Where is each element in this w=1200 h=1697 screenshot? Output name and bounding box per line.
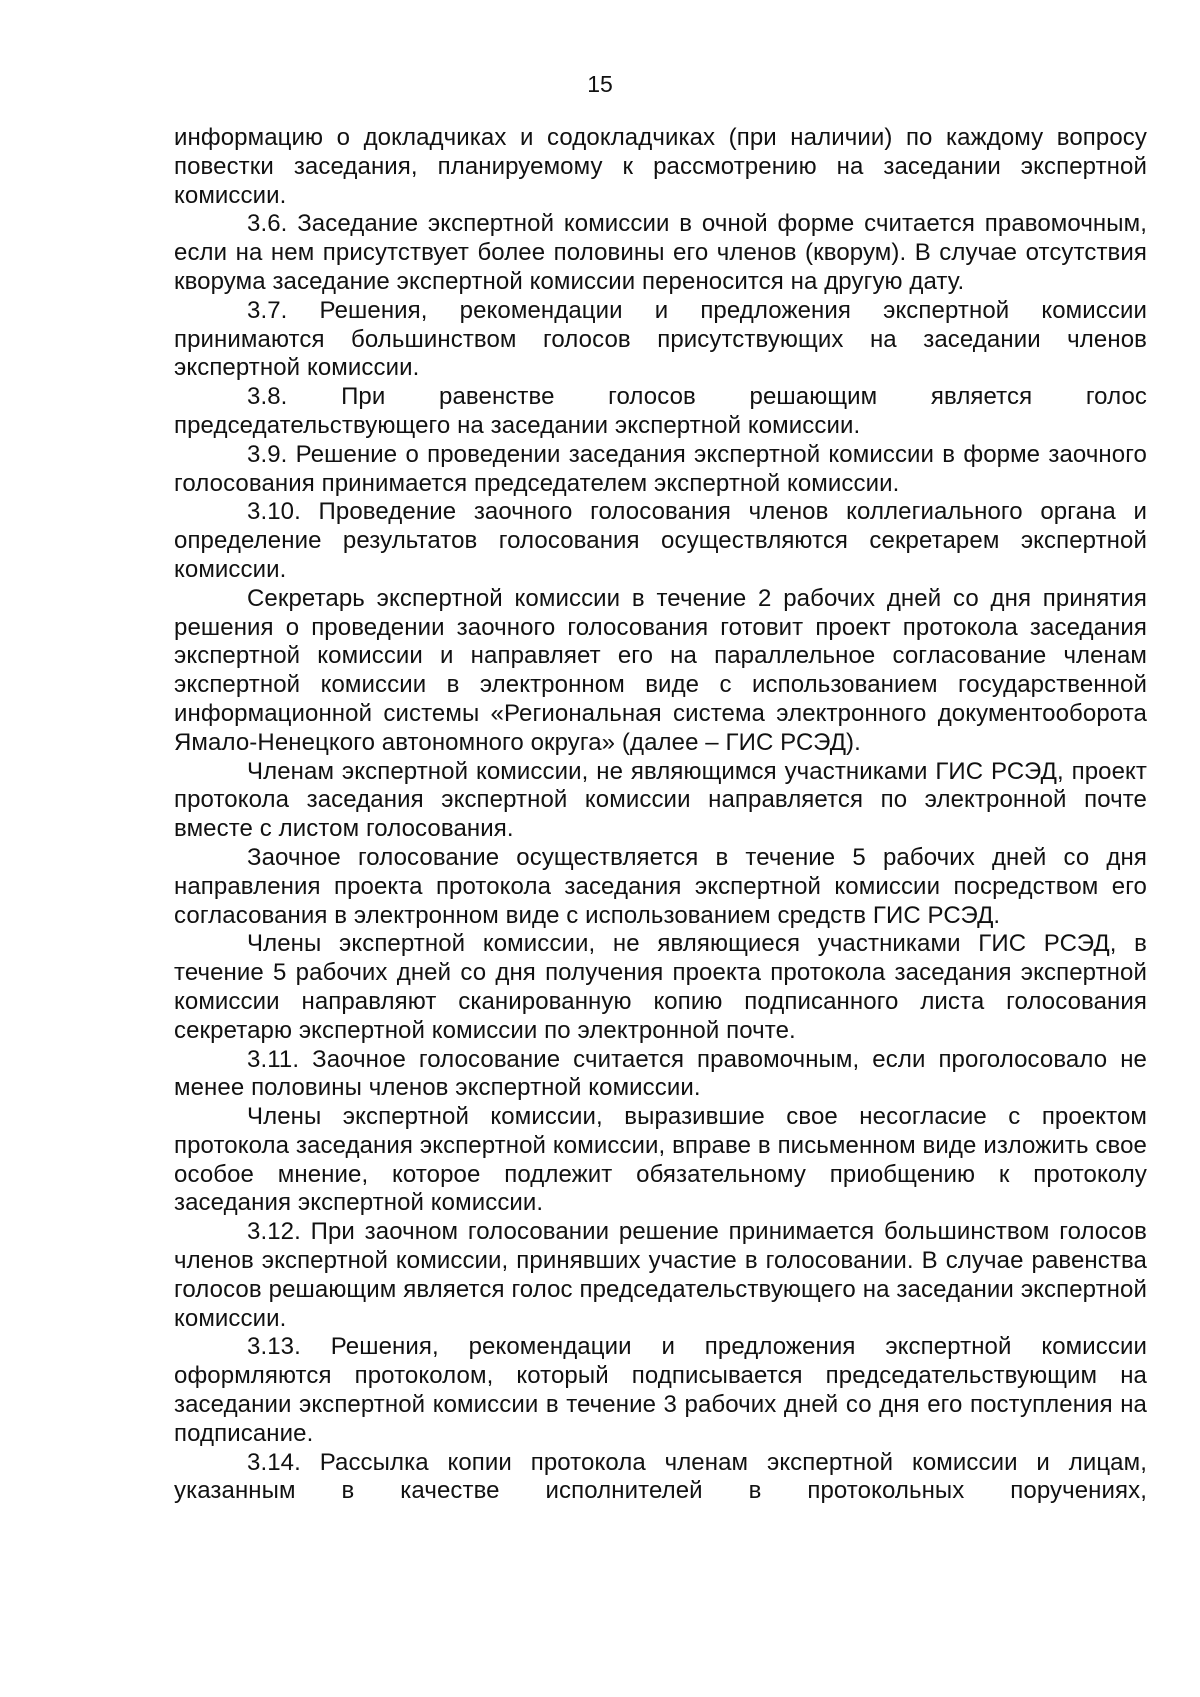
page-number: 15 <box>587 71 613 97</box>
paragraph-3-10: 3.10. Проведение заочного голосования членов коллегиального органа и определение результатов голосования осуществляются секретарем экспертной комиссии. <box>174 498 1147 583</box>
paragraph-3-13: 3.13. Решения, рекомендации и предложения экспертной комиссии оформляются протоколом, который подписывается председательствующим на заседании экспертной комиссии в течение 3 рабочих дней со дня его поступления на подписание. <box>174 1333 1147 1447</box>
paragraph-3-11: 3.11. Заочное голосование считается правомочным, если проголосовало не менее половины членов экспертной комиссии. <box>174 1045 1147 1102</box>
paragraph-3-9: 3.9. Решение о проведении заседания экспертной комиссии в форме заочного голосования принимается председателем экспертной комиссии. <box>174 440 1147 497</box>
paragraph-3-10-nonmembers: Члены экспертной комиссии, не являющиеся участниками ГИС РСЭД, в течение 5 рабочих дней со дня получения проекта протокола заседания экспертной комиссии направляют сканированную копию подписанного листа голосования секретарю экспертной комиссии по электронной почте. <box>174 930 1147 1044</box>
paragraph-3-8: 3.8. При равенстве голосов решающим является голос председательствующего на заседании экспертной комиссии. <box>174 383 1147 439</box>
paragraph-3-11-dissent: Члены экспертной комиссии, выразившие свое несогласие с проектом протокола заседания экспертной комиссии, вправе в письменном виде изложить свое особое мнение, которое подлежит обязательному приобщению к протоколу заседания экспертной комиссии. <box>174 1103 1147 1217</box>
paragraph-3-12: 3.12. При заочном голосовании решение принимается большинством голосов членов экспертной комиссии, принявших участие в голосовании. В случае равенства голосов решающим является голос председательствующего на заседании экспертной комиссии. <box>174 1218 1147 1332</box>
paragraph-3-14: 3.14. Рассылка копии протокола членам экспертной комиссии и лицам, указанным в качестве исполнителей в протокольных поручениях, <box>174 1448 1147 1505</box>
paragraph-3-10-members: Членам экспертной комиссии, не являющимся участниками ГИС РСЭД, проект протокола заседания экспертной комиссии направляется по электронной почте вместе с листом голосования. <box>174 757 1147 843</box>
paragraph-3-6: 3.6. Заседание экспертной комиссии в очной форме считается правомочным, если на нем присутствует более половины его членов (кворум). В случае отсутствия кворума заседание экспертной комиссии переносится на другую дату. <box>174 210 1147 295</box>
document-body <box>174 124 1147 1506</box>
paragraph-3-10-secretary: Секретарь экспертной комиссии в течение 2 рабочих дней со дня принятия решения о проведении заочного голосования готовит проект протокола заседания экспертной комиссии и направляет его на параллельное согласование членам экспертной комиссии в электронном виде с использованием государственной информационной системы «Региональная система электронного документооборота Ямало-Ненецкого автономного округа» (далее – ГИС РСЭД). <box>174 584 1147 756</box>
paragraph-continuation: информацию о докладчиках и содокладчиках (при наличии) по каждому вопросу повестки заседания, планируемому к рассмотрению на заседании экспертной комиссии. <box>174 124 1147 209</box>
paragraph-3-7: 3.7. Решения, рекомендации и предложения экспертной комиссии принимаются большинством голосов присутствующих на заседании членов экспертной комиссии. <box>174 296 1147 382</box>
paragraph-3-10-voting: Заочное голосование осуществляется в течение 5 рабочих дней со дня направления проекта протокола заседания экспертной комиссии посредством его согласования в электронном виде с использованием средств ГИС РСЭД. <box>174 843 1147 929</box>
